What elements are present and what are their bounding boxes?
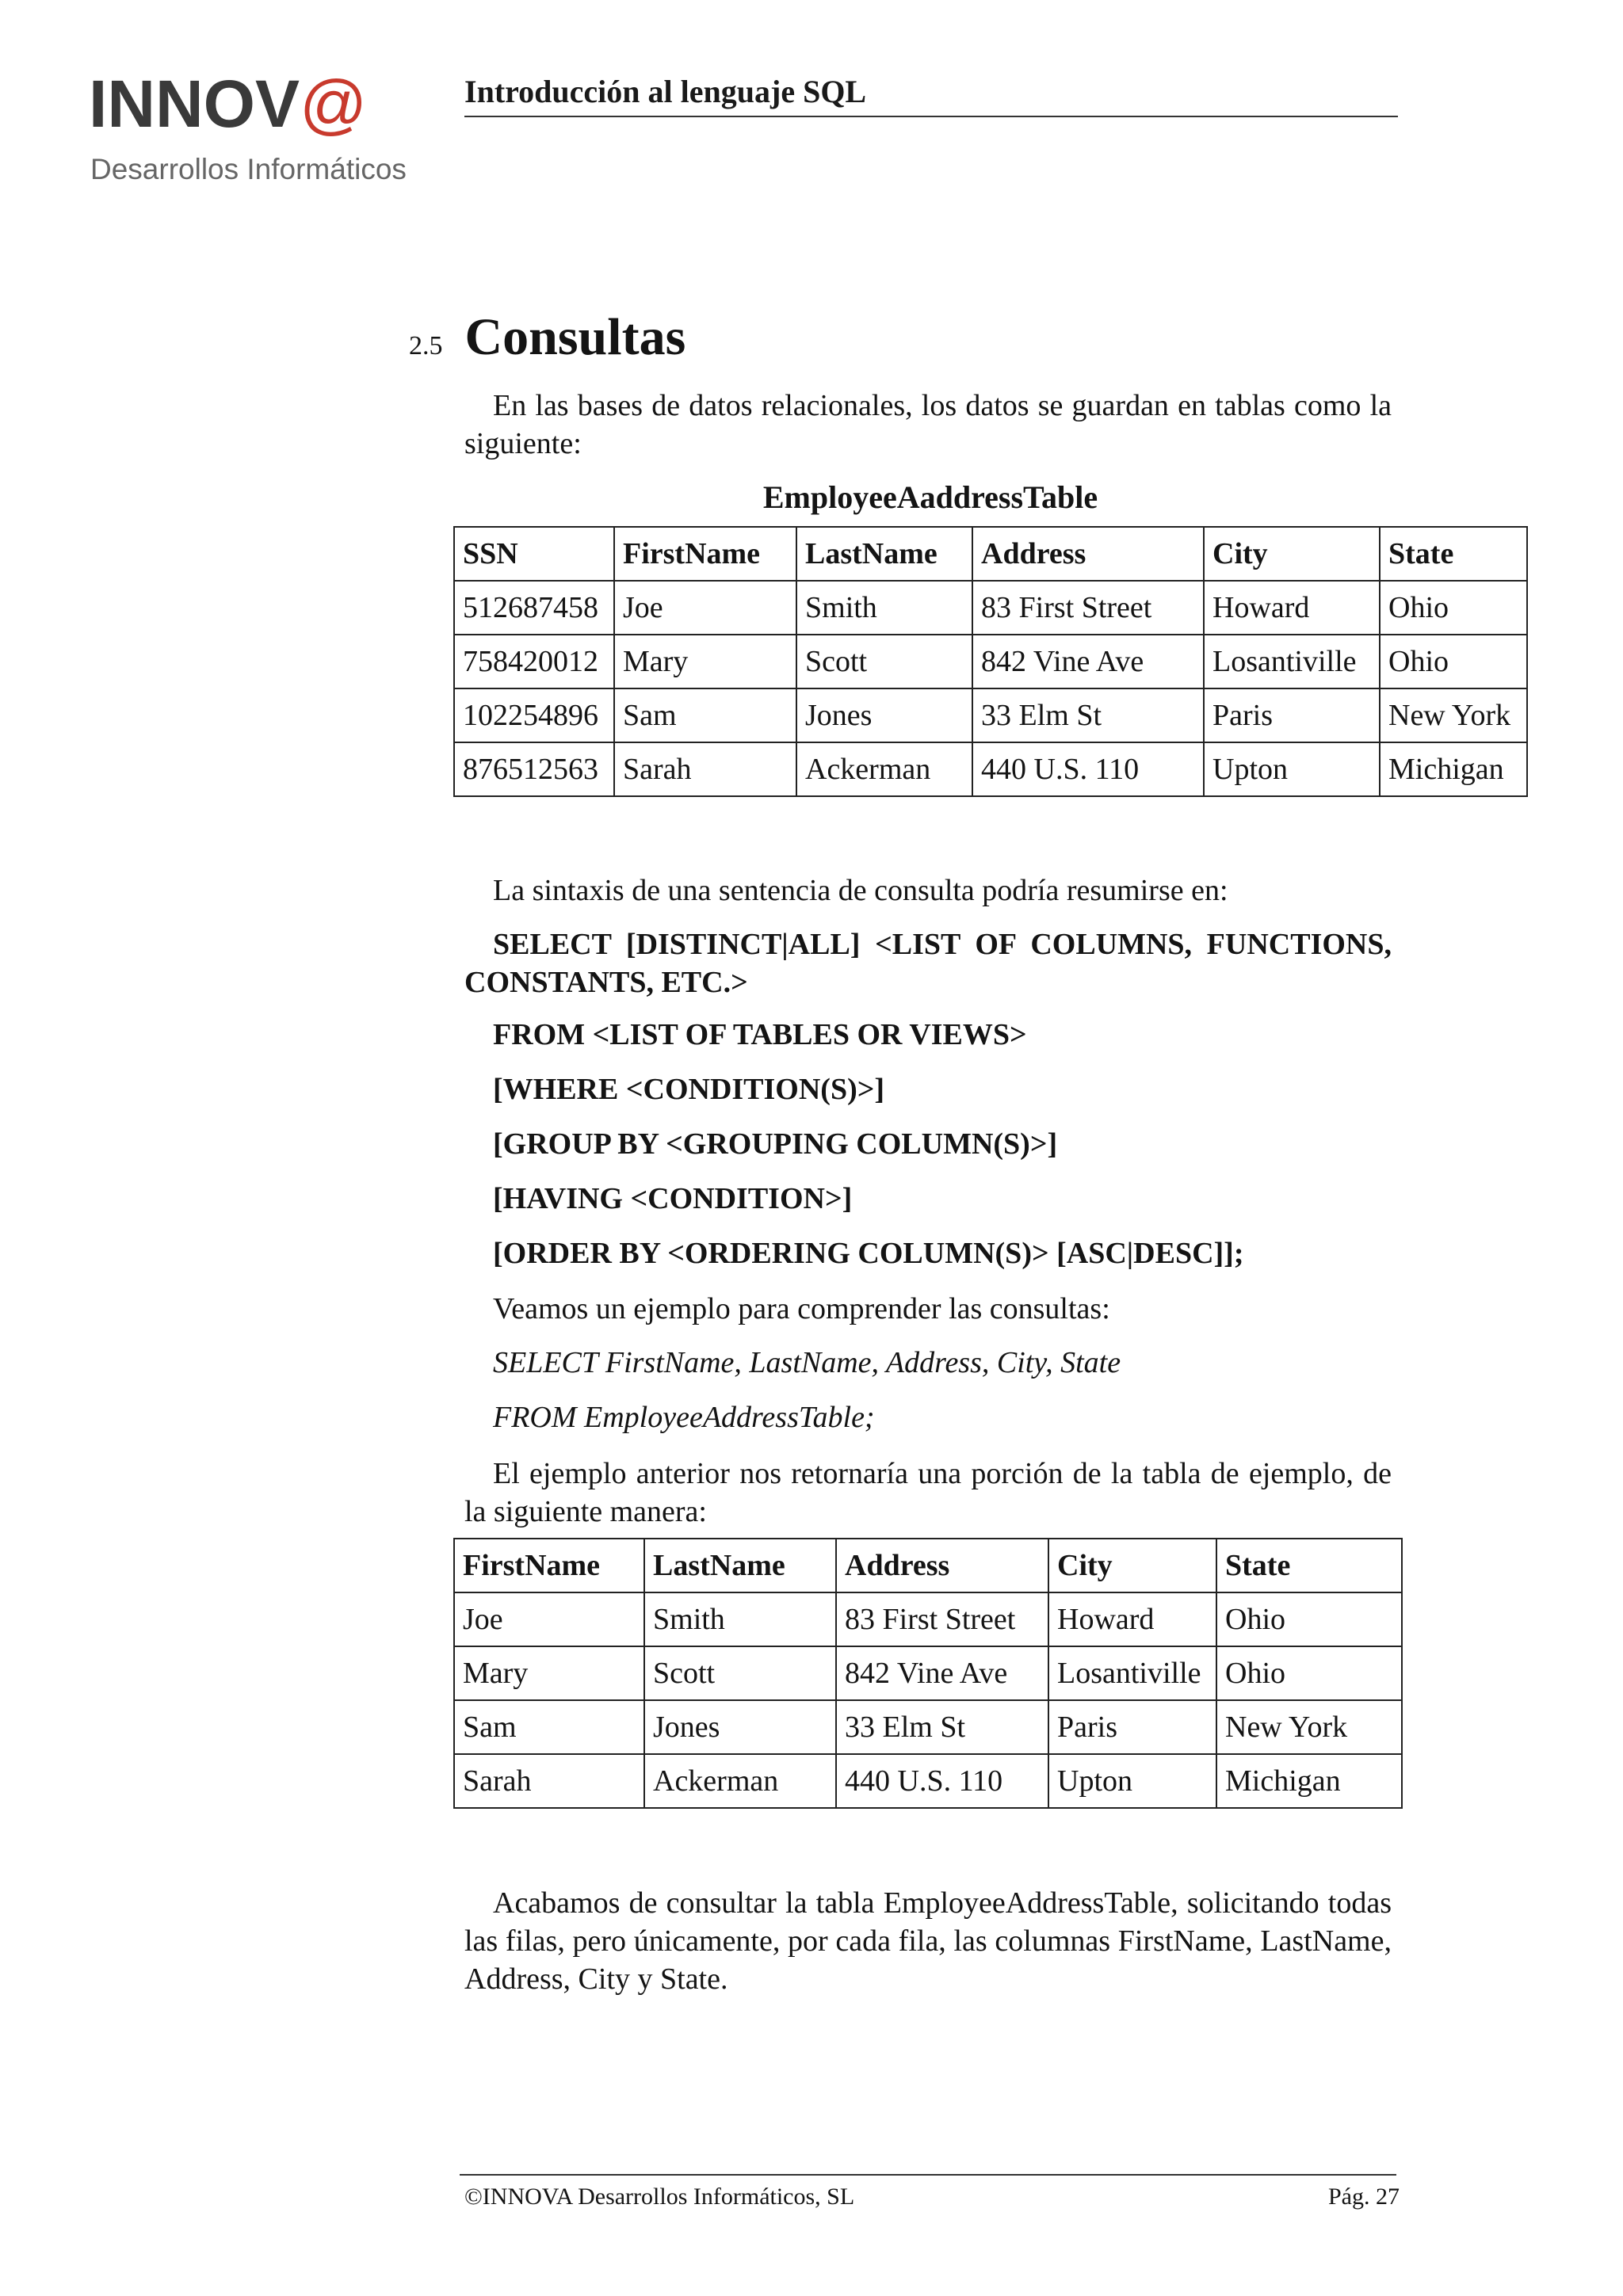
table-cell: Sarah — [614, 742, 796, 796]
table-cell: Paris — [1048, 1700, 1216, 1754]
section-heading — [409, 307, 685, 368]
table-cell: 440 U.S. 110 — [836, 1754, 1048, 1808]
table-row — [454, 1700, 1402, 1754]
column-header-state: State — [1216, 1539, 1402, 1592]
table-cell: Howard — [1204, 581, 1380, 635]
syntax-select — [464, 925, 1392, 1001]
table-header-row — [454, 527, 1527, 581]
table-row — [454, 635, 1527, 688]
table-cell: 758420012 — [454, 635, 614, 688]
syntax-order-by: [ORDER BY <ORDERING COLUMN(S)> [ASC|DESC]]; — [493, 1237, 1244, 1270]
table-cell: Ohio — [1216, 1592, 1402, 1646]
table-cell: Ackerman — [644, 1754, 836, 1808]
table-row — [454, 581, 1527, 635]
syntax-select-text: SELECT [DISTINCT|ALL] <LIST OF COLUMNS, FUNCTIONS, CONSTANTS, ETC.> — [464, 928, 1392, 999]
column-header-ssn: SSN — [454, 527, 614, 581]
example-intro — [464, 1290, 1392, 1328]
table-cell: Ohio — [1380, 581, 1527, 635]
table-row — [454, 1754, 1402, 1808]
intro-paragraph — [464, 387, 1392, 463]
section-number: 2.5 — [409, 331, 443, 360]
table-row — [454, 1646, 1402, 1700]
table-cell: 842 Vine Ave — [836, 1646, 1048, 1700]
intro-paragraph-text: En las bases de datos relacionales, los datos se guardan en tablas como la siguiente: — [464, 389, 1392, 460]
table-cell: Ackerman — [796, 742, 972, 796]
column-header-address: Address — [836, 1539, 1048, 1592]
table-cell: Upton — [1048, 1754, 1216, 1808]
employee-address-table — [453, 526, 1528, 797]
table-cell: 440 U.S. 110 — [972, 742, 1204, 796]
result-intro-text: El ejemplo anterior nos retornaría una porción de la tabla de ejemplo, de la siguiente manera: — [464, 1457, 1392, 1528]
column-header-lastname: LastName — [796, 527, 972, 581]
table-cell: Sam — [454, 1700, 644, 1754]
table-cell: 33 Elm St — [972, 688, 1204, 742]
table-cell: Ohio — [1380, 635, 1527, 688]
table-cell: Michigan — [1380, 742, 1527, 796]
table-cell: Upton — [1204, 742, 1380, 796]
example-intro-text: Veamos un ejemplo para comprender las consultas: — [493, 1292, 1110, 1325]
innova-logo — [89, 73, 461, 192]
column-header-lastname: LastName — [644, 1539, 836, 1592]
table-cell: 842 Vine Ave — [972, 635, 1204, 688]
table-cell: New York — [1216, 1700, 1402, 1754]
table-cell: Joe — [454, 1592, 644, 1646]
footer-divider — [460, 2174, 1396, 2176]
syntax-intro-text: La sintaxis de una sentencia de consulta podría resumirse en: — [493, 874, 1228, 907]
closing-paragraph-text: Acabamos de consultar la tabla EmployeeAddressTable, solicitando todas las filas, pero únicamente, por cada fila, las columnas FirstName, LastName, Address, City y State. — [464, 1886, 1392, 1996]
logo-wordmark: INNOV@ — [89, 73, 368, 141]
column-header-address: Address — [972, 527, 1204, 581]
logo-subtitle: Desarrollos Informáticos — [90, 153, 407, 185]
column-header-city: City — [1048, 1539, 1216, 1592]
table-cell: Paris — [1204, 688, 1380, 742]
table-cell: Mary — [454, 1646, 644, 1700]
table-header-row — [454, 1539, 1402, 1592]
column-header-state: State — [1380, 527, 1527, 581]
table-row — [454, 1592, 1402, 1646]
table-cell: Sarah — [454, 1754, 644, 1808]
table-row — [454, 688, 1527, 742]
table-cell: Ohio — [1216, 1646, 1402, 1700]
query-result-table — [453, 1538, 1403, 1809]
table-cell: Joe — [614, 581, 796, 635]
table-cell: Jones — [796, 688, 972, 742]
table-cell: 83 First Street — [836, 1592, 1048, 1646]
table1-caption: EmployeeAaddressTable — [762, 479, 1098, 515]
table-cell: Mary — [614, 635, 796, 688]
table-cell: Smith — [644, 1592, 836, 1646]
table-cell: 83 First Street — [972, 581, 1204, 635]
example-code-line-1: SELECT FirstName, LastName, Address, City, State — [493, 1346, 1121, 1379]
table-cell: Losantiville — [1204, 635, 1380, 688]
table-cell: 876512563 — [454, 742, 614, 796]
syntax-from: FROM <LIST OF TABLES OR VIEWS> — [493, 1018, 1027, 1051]
table-cell: Smith — [796, 581, 972, 635]
table-cell: Michigan — [1216, 1754, 1402, 1808]
footer-copyright: ©INNOVA Desarrollos Informáticos, SL — [464, 2183, 855, 2210]
table-cell: Losantiville — [1048, 1646, 1216, 1700]
table-cell: 102254896 — [454, 688, 614, 742]
example-code-line-2: FROM EmployeeAddressTable; — [493, 1401, 875, 1434]
column-header-firstname: FirstName — [454, 1539, 644, 1592]
closing-paragraph — [464, 1884, 1392, 1998]
table-cell: 512687458 — [454, 581, 614, 635]
table-cell: Howard — [1048, 1592, 1216, 1646]
result-intro — [464, 1455, 1392, 1531]
syntax-group-by: [GROUP BY <GROUPING COLUMN(S)>] — [493, 1127, 1058, 1161]
table-cell: Scott — [644, 1646, 836, 1700]
page-number: Pág. 27 — [1328, 2183, 1400, 2210]
syntax-intro — [464, 871, 1392, 910]
header-divider — [464, 116, 1398, 117]
table-cell: 33 Elm St — [836, 1700, 1048, 1754]
syntax-where: [WHERE <CONDITION(S)>] — [493, 1073, 885, 1106]
header-title: Introducción al lenguaje SQL — [464, 74, 867, 109]
table-cell: Jones — [644, 1700, 836, 1754]
syntax-having: [HAVING <CONDITION>] — [493, 1182, 853, 1215]
section-title: Consultas — [464, 308, 686, 366]
logo-graphic — [89, 73, 461, 192]
table-cell: New York — [1380, 688, 1527, 742]
table-cell: Sam — [614, 688, 796, 742]
column-header-city: City — [1204, 527, 1380, 581]
table-cell: Scott — [796, 635, 972, 688]
table-row — [454, 742, 1527, 796]
column-header-firstname: FirstName — [614, 527, 796, 581]
